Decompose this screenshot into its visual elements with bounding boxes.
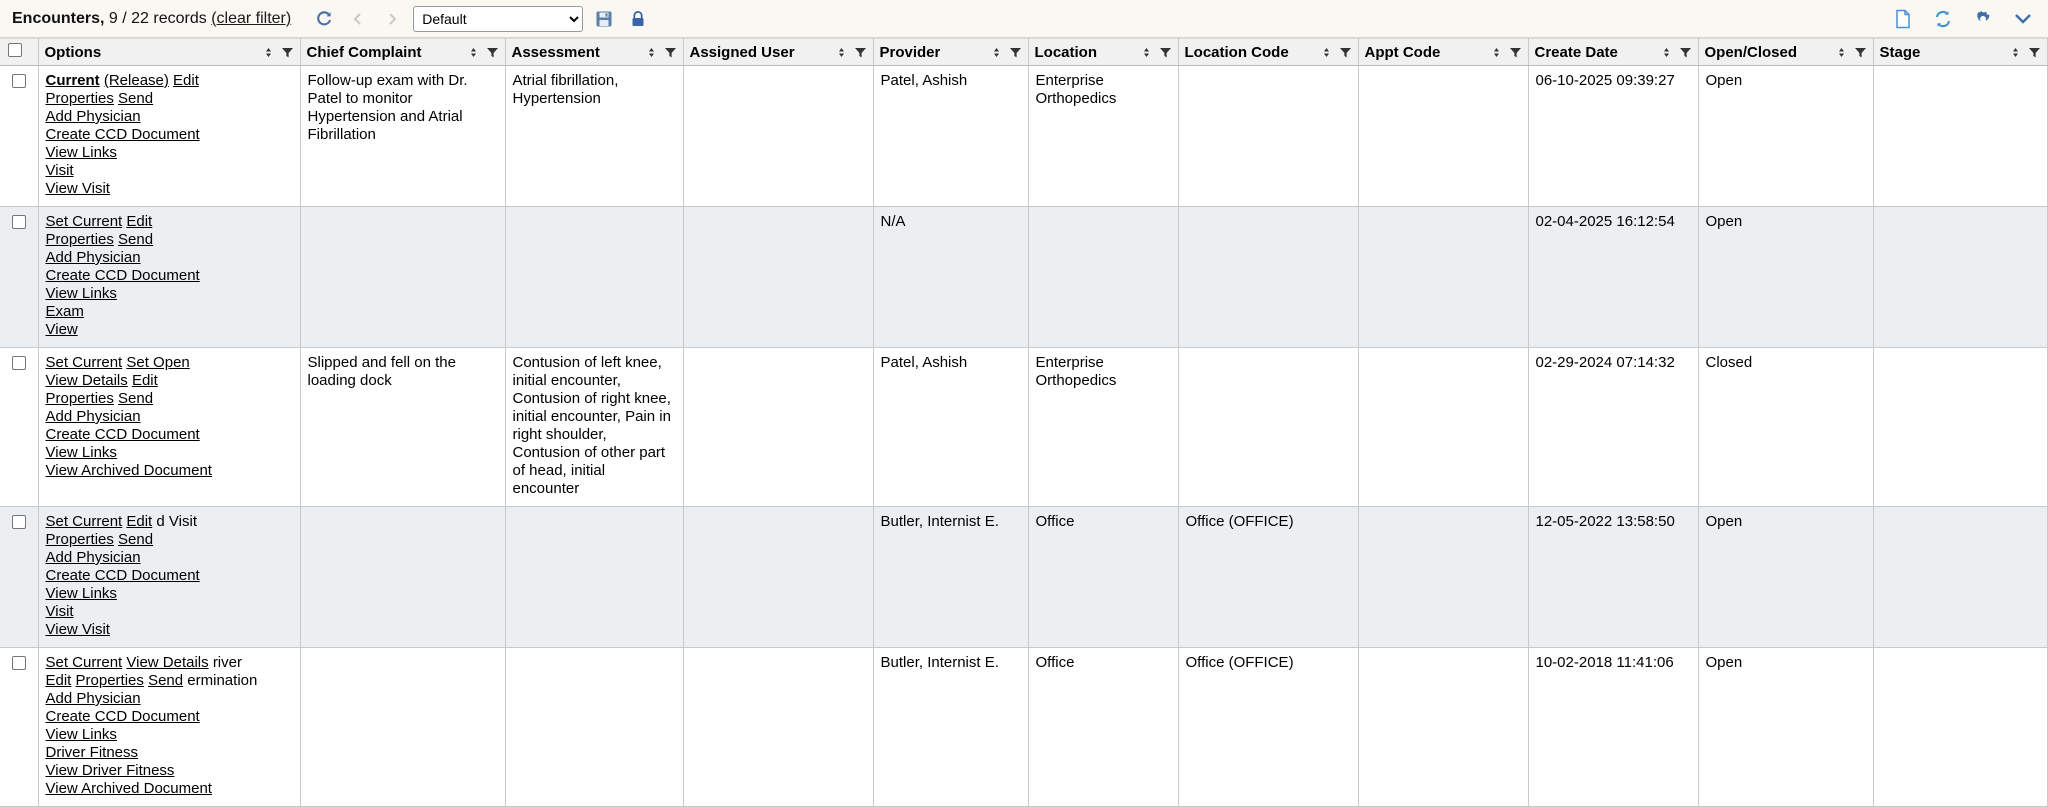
cell-appt-code bbox=[1358, 507, 1528, 648]
column-label-options: Options bbox=[44, 43, 102, 61]
table-row[interactable] bbox=[0, 348, 2048, 507]
options-line bbox=[46, 585, 293, 603]
sort-icon[interactable] bbox=[836, 46, 847, 59]
cell-chief-complaint bbox=[300, 507, 505, 648]
options-line bbox=[46, 390, 293, 408]
filter-icon[interactable] bbox=[664, 46, 677, 59]
filter-icon[interactable] bbox=[1854, 46, 1867, 59]
options-cell bbox=[38, 507, 300, 648]
cell-chief-complaint: Follow-up exam with Dr. Patel to monitor Hypertension and Atrial Fibrillation bbox=[300, 66, 505, 207]
filter-icon[interactable] bbox=[281, 46, 294, 59]
column-label-open-closed: Open/Closed bbox=[1704, 43, 1798, 61]
cell-location: Office bbox=[1028, 648, 1178, 807]
filter-icon[interactable] bbox=[1339, 46, 1352, 59]
column-header-location-code[interactable] bbox=[1178, 39, 1358, 66]
select-all-checkbox[interactable] bbox=[8, 43, 22, 57]
options-line bbox=[46, 108, 293, 126]
filter-icon[interactable] bbox=[1509, 46, 1522, 59]
cell-assigned-user bbox=[683, 648, 873, 807]
cell-stage bbox=[1873, 66, 2048, 207]
option-link-create-ccd-document[interactable]: Create CCD Document bbox=[45, 267, 200, 284]
column-label-provider: Provider bbox=[879, 43, 941, 61]
cell-stage bbox=[1873, 348, 2048, 507]
options-line bbox=[46, 603, 293, 621]
option-link-release[interactable]: (Release) bbox=[103, 72, 169, 89]
options-line bbox=[46, 90, 293, 108]
column-label-assigned-user: Assigned User bbox=[689, 43, 795, 61]
cell-appt-code bbox=[1358, 348, 1528, 507]
column-header-stage[interactable] bbox=[1873, 39, 2048, 66]
option-link-properties[interactable]: Properties bbox=[45, 231, 114, 248]
cell-open-closed: Open bbox=[1698, 648, 1873, 807]
option-link-properties[interactable]: Properties bbox=[45, 90, 114, 107]
column-header-provider[interactable] bbox=[873, 39, 1028, 66]
options-cell bbox=[38, 348, 300, 507]
options-line bbox=[46, 144, 293, 162]
column-header-chief-complaint[interactable] bbox=[300, 39, 505, 66]
cell-create-date: 02-04-2025 16:12:54 bbox=[1528, 207, 1698, 348]
lock-icon[interactable] bbox=[625, 6, 651, 32]
options-line bbox=[46, 513, 293, 531]
options-line bbox=[46, 231, 293, 249]
cell-location: Office bbox=[1028, 507, 1178, 648]
view-select[interactable] bbox=[413, 6, 583, 32]
cell-create-date: 12-05-2022 13:58:50 bbox=[1528, 507, 1698, 648]
option-link-properties[interactable]: Properties bbox=[45, 531, 114, 548]
cell-open-closed: Closed bbox=[1698, 348, 1873, 507]
options-line bbox=[46, 213, 293, 231]
option-link-driver-fitness[interactable]: Driver Fitness bbox=[45, 744, 139, 761]
options-line bbox=[46, 72, 293, 90]
options-line bbox=[46, 249, 293, 267]
option-link-view-links[interactable]: View Links bbox=[45, 144, 117, 161]
record-count-label bbox=[12, 10, 291, 28]
options-line bbox=[46, 708, 293, 726]
save-disk-icon[interactable] bbox=[591, 6, 617, 32]
options-line bbox=[46, 321, 293, 339]
cell-open-closed: Open bbox=[1698, 507, 1873, 648]
sort-icon[interactable] bbox=[1836, 46, 1847, 59]
column-header-appt-code[interactable] bbox=[1358, 39, 1528, 66]
options-line bbox=[46, 549, 293, 567]
refresh-icon[interactable] bbox=[311, 6, 337, 32]
option-link-send[interactable]: Send bbox=[148, 672, 184, 689]
option-link-create-ccd-document[interactable]: Create CCD Document bbox=[45, 426, 200, 443]
cell-provider: Butler, Internist E. bbox=[873, 507, 1028, 648]
option-link-edit[interactable]: Edit bbox=[126, 213, 153, 230]
cell-assessment bbox=[505, 507, 683, 648]
option-link-create-ccd-document[interactable]: Create CCD Document bbox=[45, 708, 200, 725]
option-link-add-physician[interactable]: Add Physician bbox=[45, 408, 141, 425]
option-link-edit[interactable]: Edit bbox=[173, 72, 199, 89]
next-arrow-icon[interactable] bbox=[379, 6, 405, 32]
table-row[interactable] bbox=[0, 66, 2048, 207]
row-checkbox[interactable] bbox=[12, 74, 26, 88]
sort-icon[interactable] bbox=[1321, 46, 1332, 59]
column-label-appt-code: Appt Code bbox=[1364, 43, 1441, 61]
row-checkbox[interactable] bbox=[12, 656, 26, 670]
options-line bbox=[46, 654, 293, 672]
cell-location-code bbox=[1178, 207, 1358, 348]
table-body bbox=[0, 66, 2048, 807]
options-cell bbox=[38, 648, 300, 807]
option-link-view-visit[interactable]: View Visit bbox=[45, 621, 110, 638]
options-line bbox=[46, 531, 293, 549]
row-select-cell bbox=[0, 207, 38, 348]
sort-icon[interactable] bbox=[646, 46, 657, 59]
row-checkbox[interactable] bbox=[12, 515, 26, 529]
option-link-create-ccd-document[interactable]: Create CCD Document bbox=[45, 126, 200, 143]
column-label-location-code: Location Code bbox=[1184, 43, 1289, 61]
cell-assigned-user bbox=[683, 348, 873, 507]
cell-appt-code bbox=[1358, 66, 1528, 207]
option-link-properties[interactable]: Properties bbox=[45, 390, 114, 407]
option-link-view-driver-fitness[interactable]: View Driver Fitness bbox=[45, 762, 175, 779]
option-link-view-details[interactable]: View Details bbox=[126, 654, 209, 671]
cell-assessment: Atrial fibrillation, Hypertension bbox=[505, 66, 683, 207]
options-line bbox=[46, 267, 293, 285]
cell-location-code bbox=[1178, 66, 1358, 207]
option-link-create-ccd-document[interactable]: Create CCD Document bbox=[45, 567, 200, 584]
cell-appt-code bbox=[1358, 648, 1528, 807]
filter-icon[interactable] bbox=[1159, 46, 1172, 59]
sort-icon[interactable] bbox=[1491, 46, 1502, 59]
option-link-set-current[interactable]: Set Current bbox=[45, 654, 123, 671]
options-cell bbox=[38, 66, 300, 207]
column-header-options[interactable] bbox=[38, 39, 300, 66]
option-link-current[interactable]: Current bbox=[45, 72, 100, 89]
column-label-create-date: Create Date bbox=[1534, 43, 1618, 61]
option-link-send[interactable]: Send bbox=[118, 531, 154, 548]
cell-stage bbox=[1873, 207, 2048, 348]
options-line bbox=[46, 444, 293, 462]
column-header-location[interactable] bbox=[1028, 39, 1178, 66]
options-line bbox=[46, 726, 293, 744]
row-checkbox[interactable] bbox=[12, 356, 26, 370]
chevron-down-icon[interactable] bbox=[2010, 6, 2036, 32]
cell-provider: Butler, Internist E. bbox=[873, 648, 1028, 807]
sort-icon[interactable] bbox=[468, 46, 479, 59]
option-link-view-links[interactable]: View Links bbox=[45, 285, 117, 302]
gear-icon[interactable] bbox=[1970, 6, 1996, 32]
clear-filter-link[interactable]: (clear filter) bbox=[211, 9, 292, 27]
options-line bbox=[46, 408, 293, 426]
option-link-view-archived-document[interactable]: View Archived Document bbox=[45, 462, 212, 479]
select-all-header bbox=[0, 39, 38, 66]
option-link-view-visit[interactable]: View Visit bbox=[45, 180, 110, 197]
options-line bbox=[46, 372, 293, 390]
option-link-add-physician[interactable]: Add Physician bbox=[45, 549, 141, 566]
cell-open-closed: Open bbox=[1698, 66, 1873, 207]
options-line bbox=[46, 567, 293, 585]
sort-icon[interactable] bbox=[1141, 46, 1152, 59]
cell-location-code bbox=[1178, 348, 1358, 507]
cell-create-date: 02-29-2024 07:14:32 bbox=[1528, 348, 1698, 507]
options-line bbox=[46, 303, 293, 321]
filter-icon[interactable] bbox=[1679, 46, 1692, 59]
toolbar bbox=[0, 0, 2048, 38]
options-line bbox=[46, 354, 293, 372]
table-row[interactable] bbox=[0, 507, 2048, 648]
options-line bbox=[46, 180, 293, 198]
row-checkbox[interactable] bbox=[12, 215, 26, 229]
filter-icon[interactable] bbox=[2028, 46, 2041, 59]
option-link-set-current[interactable]: Set Current bbox=[45, 513, 123, 530]
cell-location: Enterprise Orthopedics bbox=[1028, 348, 1178, 507]
option-link-set-open[interactable]: Set Open bbox=[126, 354, 190, 371]
cell-create-date: 10-02-2018 11:41:06 bbox=[1528, 648, 1698, 807]
option-link-set-current[interactable]: Set Current bbox=[45, 354, 123, 371]
cell-provider: Patel, Ashish bbox=[873, 348, 1028, 507]
cell-assigned-user bbox=[683, 507, 873, 648]
cell-assigned-user bbox=[683, 207, 873, 348]
options-line bbox=[46, 744, 293, 762]
option-link-properties[interactable]: Properties bbox=[75, 672, 144, 689]
cell-location-code: Office (OFFICE) bbox=[1178, 507, 1358, 648]
cell-provider: Patel, Ashish bbox=[873, 66, 1028, 207]
column-header-assigned-user[interactable] bbox=[683, 39, 873, 66]
option-link-view-details[interactable]: View Details bbox=[45, 372, 128, 389]
column-label-location: Location bbox=[1034, 43, 1097, 61]
options-line bbox=[46, 426, 293, 444]
options-line bbox=[46, 672, 293, 690]
cell-chief-complaint bbox=[300, 207, 505, 348]
cell-create-date: 06-10-2025 09:39:27 bbox=[1528, 66, 1698, 207]
options-line bbox=[46, 126, 293, 144]
row-select-cell bbox=[0, 648, 38, 807]
column-header-assessment[interactable] bbox=[505, 39, 683, 66]
column-header-open-closed[interactable] bbox=[1698, 39, 1873, 66]
cell-chief-complaint: Slipped and fell on the loading dock bbox=[300, 348, 505, 507]
option-link-add-physician[interactable]: Add Physician bbox=[45, 108, 141, 125]
table-row[interactable] bbox=[0, 648, 2048, 807]
column-label-stage: Stage bbox=[1879, 43, 1921, 61]
cell-provider: N/A bbox=[873, 207, 1028, 348]
cell-stage bbox=[1873, 507, 2048, 648]
option-link-view[interactable]: View bbox=[45, 321, 78, 338]
cell-assessment: Contusion of left knee, initial encounter, Contusion of right knee, initial encounter, Pain in right shoulder, Contusion of other part of head, initial encounter bbox=[505, 348, 683, 507]
option-link-view-links[interactable]: View Links bbox=[45, 585, 117, 602]
options-overflow-text: river bbox=[212, 654, 242, 671]
option-link-exam[interactable]: Exam bbox=[45, 303, 84, 320]
option-link-set-current[interactable]: Set Current bbox=[45, 213, 123, 230]
options-line bbox=[46, 762, 293, 780]
option-link-view-links[interactable]: View Links bbox=[45, 444, 117, 461]
filter-icon[interactable] bbox=[486, 46, 499, 59]
option-link-send[interactable]: Send bbox=[118, 90, 154, 107]
table-row[interactable] bbox=[0, 207, 2048, 348]
row-select-cell bbox=[0, 348, 38, 507]
cell-open-closed: Open bbox=[1698, 207, 1873, 348]
cell-assessment bbox=[505, 648, 683, 807]
cell-stage bbox=[1873, 648, 2048, 807]
column-header-create-date[interactable] bbox=[1528, 39, 1698, 66]
options-line bbox=[46, 690, 293, 708]
options-line bbox=[46, 162, 293, 180]
column-label-assessment: Assessment bbox=[511, 43, 600, 61]
option-link-send[interactable]: Send bbox=[118, 231, 154, 248]
grid-title: Encounters, bbox=[12, 9, 105, 27]
option-link-edit[interactable]: Edit bbox=[45, 672, 72, 689]
prev-arrow-icon[interactable] bbox=[345, 6, 371, 32]
option-link-add-physician[interactable]: Add Physician bbox=[45, 249, 141, 266]
cell-location: Enterprise Orthopedics bbox=[1028, 66, 1178, 207]
option-link-view-links[interactable]: View Links bbox=[45, 726, 117, 743]
record-count: 9 / 22 records bbox=[108, 9, 207, 27]
option-link-add-physician[interactable]: Add Physician bbox=[45, 690, 141, 707]
cell-appt-code bbox=[1358, 207, 1528, 348]
cell-assessment bbox=[505, 207, 683, 348]
column-label-chief-complaint: Chief Complaint bbox=[306, 43, 422, 61]
sync-icon[interactable] bbox=[1930, 6, 1956, 32]
options-cell bbox=[38, 207, 300, 348]
filter-icon[interactable] bbox=[1009, 46, 1022, 59]
option-link-visit[interactable]: Visit bbox=[45, 162, 74, 179]
option-link-send[interactable]: Send bbox=[118, 390, 154, 407]
options-overflow-text: ermination bbox=[187, 672, 258, 689]
option-link-view-archived-document[interactable]: View Archived Document bbox=[45, 780, 212, 797]
new-document-icon[interactable] bbox=[1890, 6, 1916, 32]
option-link-edit[interactable]: Edit bbox=[126, 513, 153, 530]
cell-chief-complaint bbox=[300, 648, 505, 807]
sort-icon[interactable] bbox=[1661, 46, 1672, 59]
options-line bbox=[46, 462, 293, 480]
sort-icon[interactable] bbox=[2010, 46, 2021, 59]
toolbar-right-icons bbox=[1890, 0, 2036, 38]
cell-location bbox=[1028, 207, 1178, 348]
cell-location-code: Office (OFFICE) bbox=[1178, 648, 1358, 807]
row-select-cell bbox=[0, 507, 38, 648]
options-line bbox=[46, 621, 293, 639]
option-link-visit[interactable]: Visit bbox=[45, 603, 74, 620]
options-overflow-text: d Visit bbox=[156, 513, 197, 530]
option-link-edit[interactable]: Edit bbox=[131, 372, 158, 389]
filter-icon[interactable] bbox=[854, 46, 867, 59]
encounters-table bbox=[0, 38, 2048, 807]
options-line bbox=[46, 780, 293, 798]
options-line bbox=[46, 285, 293, 303]
row-select-cell bbox=[0, 66, 38, 207]
cell-assigned-user bbox=[683, 66, 873, 207]
sort-icon[interactable] bbox=[991, 46, 1002, 59]
table-header-row bbox=[0, 39, 2048, 66]
sort-icon[interactable] bbox=[263, 46, 274, 59]
